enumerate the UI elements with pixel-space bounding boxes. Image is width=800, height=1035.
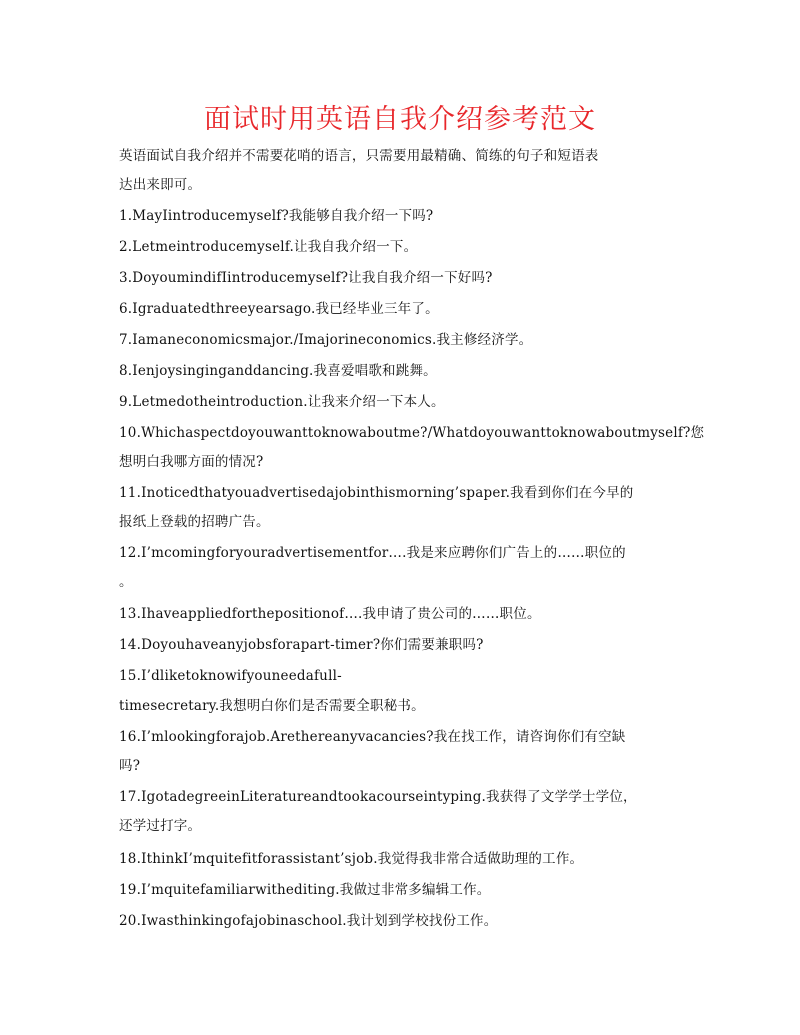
- phrase-line: 6.Igraduatedthreeyearsago.我已经毕业三年了。: [119, 301, 439, 317]
- phrase-line: 1.MayIintroducemyself?我能够自我介绍一下吗?: [119, 208, 434, 224]
- phrase-line: 19.I’mquitefamiliarwithediting.我做过非常多编辑工作。: [119, 882, 491, 898]
- phrase-line-continued: 还学过打字。: [119, 818, 202, 834]
- phrase-line-continued: 想明白我哪方面的情况?: [119, 454, 264, 470]
- phrase-line-continued: 。: [119, 574, 133, 590]
- phrase-line: 12.I’mcomingforyouradvertisementfor….我是来应聘你们广告上的……职位的: [119, 545, 626, 561]
- phrase-line-continued: 报纸上登载的招聘广告。: [119, 514, 270, 530]
- phrase-line: 18.IthinkI’mquitefitforassistant’sjob.我觉得我非常合适做助理的工作。: [119, 851, 584, 867]
- phrase-line: 17.IgotadegreeinLiteratureandtookacourseintyping.我获得了文学学士学位，: [119, 789, 637, 805]
- phrase-line: 7.Iamaneconomicsmajor./Imajorineconomics.我主修经济学。: [119, 332, 533, 348]
- phrase-line: 14.Doyouhaveanyjobsforapart-timer?你们需要兼职吗?: [119, 637, 484, 653]
- intro-line-2: 达出来即可。: [119, 177, 202, 193]
- phrase-line: 13.Ihaveappliedforthepositionof….我申请了贵公司的……职位。: [119, 606, 541, 622]
- phrase-line: 15.I’dliketoknowifyouneedafull-: [119, 668, 342, 684]
- phrase-line: 2.Letmeintroducemyself.让我自我介绍一下。: [119, 239, 418, 255]
- phrase-line: 11.Inoticedthatyouadvertisedajobinthismorning’spaper.我看到你们在今早的: [119, 485, 634, 501]
- phrase-line: 3.DoyoumindifIintroducemyself?让我自我介绍一下好吗?: [119, 270, 493, 286]
- phrase-line: 16.I’mlookingforajob.Arethereanyvacancies?我在找工作，请咨询你们有空缺: [119, 729, 626, 745]
- intro-line-1: 英语面试自我介绍并不需要花哨的语言，只需要用最精确、简练的句子和短语表: [119, 148, 599, 164]
- page-title: 面试时用英语自我介绍参考范文: [204, 104, 596, 135]
- phrase-line: 20.Iwasthinkingofajobinaschool.我计划到学校找份工作。: [119, 913, 498, 929]
- phrase-line-continued: timesecretary.我想明白你们是否需要全职秘书。: [119, 698, 425, 714]
- phrase-line: 9.Letmedotheintroduction.让我来介绍一下本人。: [119, 394, 445, 410]
- phrase-line: 10.Whichaspectdoyouwanttoknowaboutme?/Whatdoyouwanttoknowaboutmyself?您: [119, 425, 705, 441]
- phrase-line: 8.Ienjoysinginganddancing.我喜爱唱歌和跳舞。: [119, 363, 437, 379]
- phrase-line-continued: 吗?: [119, 758, 141, 774]
